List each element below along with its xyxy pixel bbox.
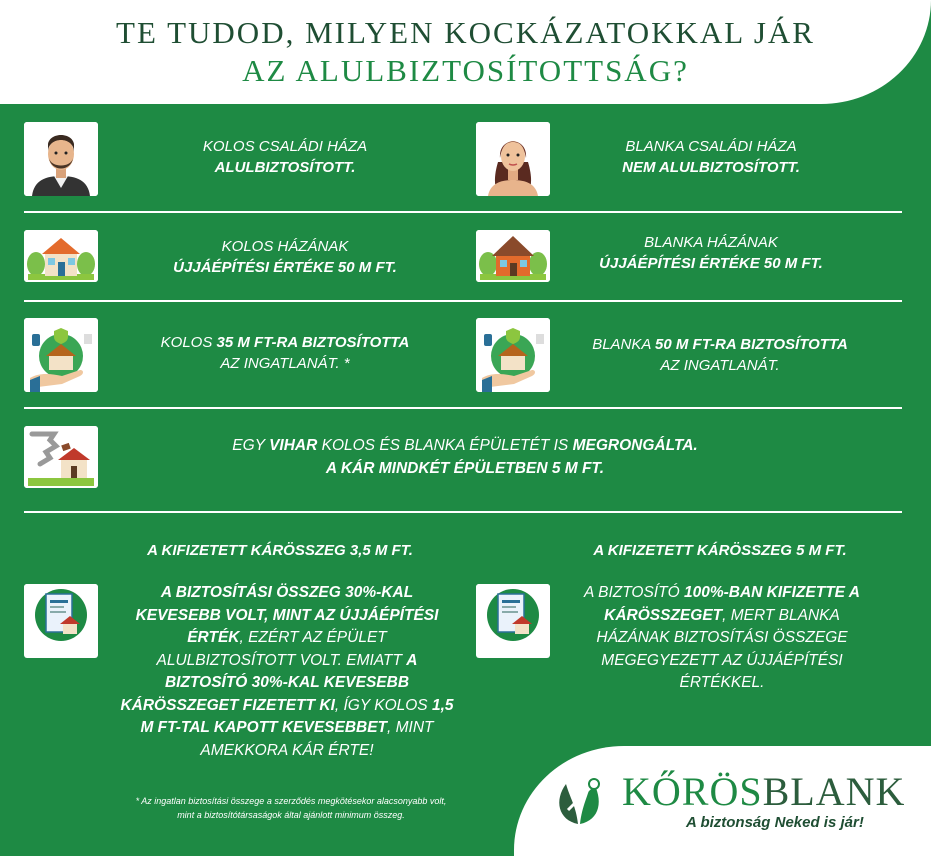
brand-name xyxy=(622,768,905,815)
storm-damage-amount: A KÁR MINDKÉT ÉPÜLETBEN 5 M FT. xyxy=(325,460,605,477)
storm-text-3: KOLOS ÉS BLANKA ÉPÜLETÉT IS xyxy=(317,437,573,454)
man-avatar-icon xyxy=(24,122,98,196)
blanka-explanation-1: A BIZTOSÍTÓ xyxy=(584,584,684,601)
storm-text-storm: VIHAR xyxy=(269,437,318,454)
kolos-payout-heading: A KIFIZETETT KÁRÖSSZEG 3,5 M FT. xyxy=(147,542,413,559)
storm-house-icon xyxy=(24,426,98,488)
woman-avatar-icon xyxy=(476,122,550,196)
divider xyxy=(24,407,902,409)
kolos-explanation-4: , ÍGY KOLOS xyxy=(334,696,432,714)
kolos-insured-amount xyxy=(140,332,430,374)
storm-description xyxy=(150,434,780,480)
blanka-house-icon xyxy=(476,230,550,282)
title-line-2: AZ ALULBIZTOSÍTOTTSÁG? xyxy=(242,53,689,88)
footnote: * Az ingatlan biztosítási összege a szerződés megkötésekor alacsonyabb volt, mint a biztosítótársaságok által ajánlott minimum összeg. xyxy=(135,796,447,820)
kolos-payout-explanation xyxy=(118,582,456,762)
kolos-status-line2: ALULBIZTOSÍTOTT. xyxy=(214,159,356,176)
divider xyxy=(24,511,902,513)
kolos-status-line1: KOLOS CSALÁDI HÁZA xyxy=(202,138,368,155)
page-title xyxy=(0,14,931,90)
blanka-insured-bold: 50 M FT-RA BIZTOSÍTOTTA xyxy=(655,336,848,353)
blanka-insured-prefix: BLANKA xyxy=(592,336,656,353)
insured-house-hand-icon xyxy=(476,318,550,392)
kolos-insured-bold: 35 M FT-RA BIZTOSÍTOTTA xyxy=(216,334,410,351)
kolos-rebuild-line1: KOLOS HÁZÁNAK xyxy=(221,238,349,255)
blanka-insured-amount xyxy=(570,334,870,376)
blanka-rebuild-value xyxy=(576,232,846,274)
blanka-explanation-3: , MERT BLANKA HÁZÁNAK BIZTOSÍTÁSI ÖSSZEGE MEGEGYEZETT AZ ÚJJÁÉPÍTÉSI ÉRTÉKKEL. xyxy=(596,606,848,691)
blanka-payout-heading: A KIFIZETETT KÁRÖSSZEG 5 M FT. xyxy=(593,542,847,559)
blanka-payout-explanation xyxy=(566,582,878,695)
blanka-status xyxy=(576,136,846,178)
kolos-house-icon xyxy=(24,230,98,282)
insurance-document-icon xyxy=(24,584,98,658)
header xyxy=(0,0,931,104)
divider xyxy=(24,300,902,302)
blanka-rebuild-line1: BLANKA HÁZÁNAK xyxy=(644,234,778,251)
kolos-explanation-5: 1,5 M FT-TAL KAPOTT KEVESEBBET xyxy=(140,696,454,736)
storm-text-1: EGY xyxy=(232,437,270,454)
divider xyxy=(24,211,902,213)
insurance-document-icon xyxy=(476,584,550,658)
logo-leaf-icon xyxy=(548,770,610,830)
brand-part2: BLANK xyxy=(762,769,906,814)
kolos-rebuild-line2: ÚJJÁÉPÍTÉSI ÉRTÉKE 50 M FT. xyxy=(173,259,397,276)
kolos-status xyxy=(150,136,420,178)
storm-text-damaged: MEGRONGÁLTA. xyxy=(572,437,698,454)
brand-slogan: A biztonság Neked is jár! xyxy=(686,814,864,831)
kolos-rebuild-value xyxy=(150,236,420,278)
kolos-explanation-2: , EZÉRT AZ ÉPÜLET ALULBIZTOSÍTOTT VOLT. EMIATT xyxy=(156,629,407,669)
blanka-insured-line2: AZ INGATLANÁT. xyxy=(660,357,780,374)
blanka-explanation-2: 100%-BAN KIFIZETTE A KÁRÖSSZEGET xyxy=(604,584,860,624)
insured-house-hand-icon xyxy=(24,318,98,392)
kolos-insured-prefix: KOLOS xyxy=(160,334,217,351)
kolos-explanation-1: A BIZTOSÍTÁSI ÖSSZEG 30%-KAL KEVESEBB VOLT, MINT AZ ÚJJÁÉPÍTÉSI ÉRTÉK xyxy=(135,584,439,646)
blanka-status-line2: NEM ALULBIZTOSÍTOTT. xyxy=(622,159,800,176)
kolos-insured-line2: AZ INGATLANÁT. * xyxy=(220,355,350,372)
blanka-status-line1: BLANKA CSALÁDI HÁZA xyxy=(625,138,797,155)
kolos-explanation-6: , MINT AMEKKORA KÁR ÉRTE! xyxy=(200,719,434,759)
blanka-rebuild-line2: ÚJJÁÉPÍTÉSI ÉRTÉKE 50 M FT. xyxy=(599,255,823,272)
kolos-explanation-3: A BIZTOSÍTÓ 30%-KAL KEVESEBB KÁRÖSSZEGET FIZETETT KI xyxy=(120,651,418,714)
title-line-1: TE TUDOD, MILYEN KOCKÁZATOKKAL JÁR xyxy=(116,15,815,50)
brand-part1: KŐRÖS xyxy=(622,769,763,814)
